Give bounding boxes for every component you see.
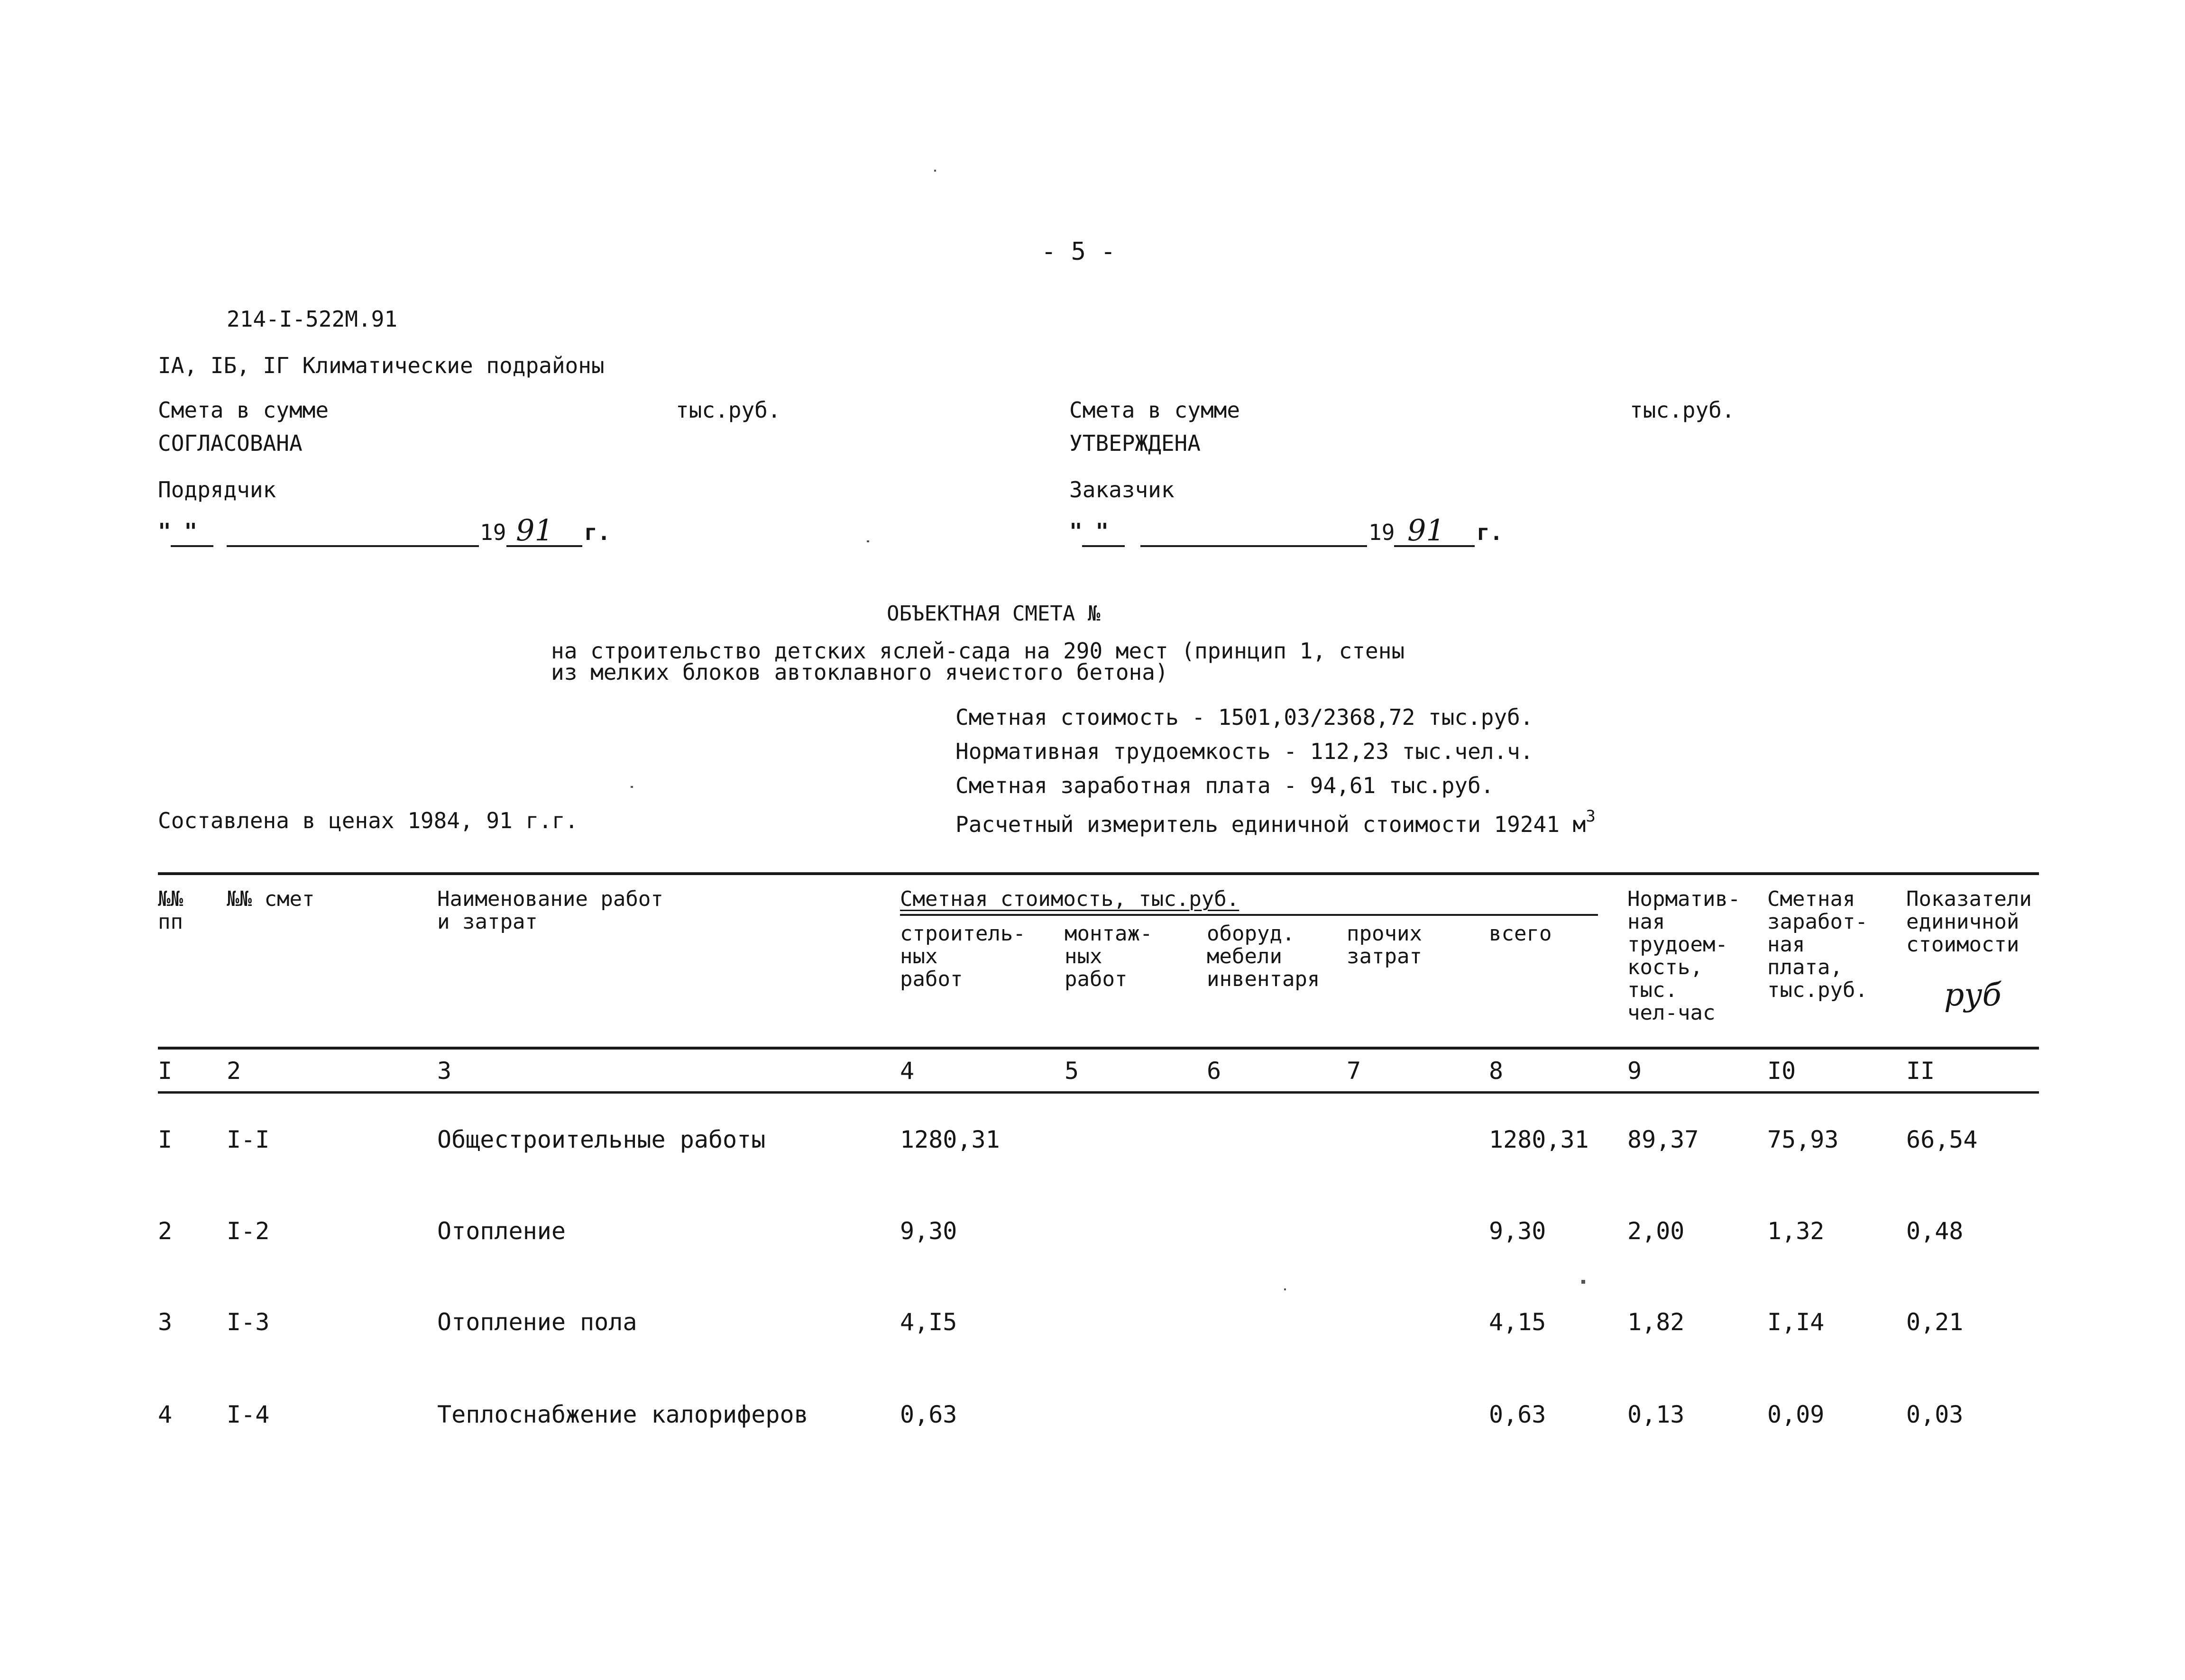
header-wages: Сметная заработ- ная плата, тыс.руб. — [1767, 887, 1868, 1002]
right-year-prefix: 19 — [1368, 520, 1395, 545]
page-number: - 5 - — [1041, 237, 1116, 266]
row-wages: 0,09 — [1767, 1401, 1825, 1428]
row-name: Общестроительные работы — [437, 1126, 766, 1153]
row-estimate: I-2 — [227, 1217, 270, 1245]
row-total: 1280,31 — [1489, 1126, 1589, 1153]
header-labor: Норматив- ная трудоем- кость, тыс. чел-час — [1627, 887, 1741, 1025]
left-status: СОГЛАСОВАНА — [158, 430, 303, 456]
row-unit: 66,54 — [1906, 1126, 1978, 1153]
colnum-9: 9 — [1627, 1057, 1642, 1085]
left-day-blank — [171, 545, 213, 547]
row-name: Отопление — [437, 1217, 566, 1245]
header-estimate-number: №№ смет — [227, 887, 315, 911]
left-sum-unit: тыс.руб. — [676, 397, 781, 423]
estimate-title-line-1: на строительство детских яслей-сада на 290 мест (принцип 1, стены — [551, 638, 1405, 664]
header-installation: монтаж- ных работ — [1065, 922, 1153, 991]
scan-speck — [934, 170, 936, 172]
summary-unit-meter-text: Расчетный измеритель единичной стоимости 19241 м — [955, 812, 1586, 837]
summary-cost: Сметная стоимость - 1501,03/2368,72 тыс.руб. — [955, 704, 1533, 730]
row-number: 2 — [158, 1217, 173, 1245]
scan-speck — [1284, 1288, 1286, 1290]
left-party: Подрядчик — [158, 477, 276, 502]
row-wages: 1,32 — [1767, 1217, 1825, 1245]
header-row-number: №№ пп — [158, 887, 183, 934]
climate-subregions: IА, IБ, IГ Климатические подрайоны — [158, 353, 605, 378]
colnum-bottom-rule — [158, 1091, 2039, 1094]
row-total: 4,15 — [1489, 1308, 1546, 1336]
row-unit: 0,21 — [1906, 1308, 1964, 1336]
row-labor: 89,37 — [1627, 1126, 1699, 1153]
header-bottom-rule — [158, 1047, 2039, 1050]
colnum-5: 5 — [1065, 1057, 1079, 1085]
row-wages: 75,93 — [1767, 1126, 1839, 1153]
row-construction: 1280,31 — [900, 1126, 1000, 1153]
colnum-1: I — [158, 1057, 173, 1085]
colnum-4: 4 — [900, 1057, 915, 1085]
estimate-heading: ОБЪЕКТНАЯ СМЕТА № — [887, 602, 1101, 626]
colnum-2: 2 — [227, 1057, 241, 1085]
estimate-title-line-2: из мелких блоков автоклавного ячеистого бетона) — [551, 659, 1168, 685]
scan-speck — [1581, 1280, 1585, 1284]
document-code: 214-I-522М.91 — [227, 306, 398, 332]
header-unit-handwritten: руб — [1944, 977, 2001, 1013]
right-status: УТВЕРЖДЕНА — [1069, 430, 1201, 456]
right-year-blank — [1394, 545, 1475, 547]
row-estimate: I-3 — [227, 1308, 270, 1336]
row-labor: 0,13 — [1627, 1401, 1685, 1428]
scan-speck — [867, 540, 869, 542]
row-number: 3 — [158, 1308, 173, 1336]
colnum-10: I0 — [1767, 1057, 1796, 1085]
colnum-6: 6 — [1207, 1057, 1221, 1085]
table-top-rule — [158, 872, 2039, 875]
header-unit-indicators: Показатели единичной стоимости — [1906, 887, 2032, 957]
right-year-suffix: г. — [1477, 520, 1503, 545]
header-other: прочих затрат — [1347, 922, 1422, 968]
row-labor: 2,00 — [1627, 1217, 1685, 1245]
row-number: I — [158, 1126, 173, 1153]
left-month-blank — [227, 545, 479, 547]
summary-unit-meter-sup: 3 — [1586, 807, 1596, 826]
cost-group-rule — [900, 914, 1598, 916]
scan-speck — [631, 786, 633, 788]
summary-wages: Сметная заработная плата - 94,61 тыс.руб. — [955, 773, 1494, 798]
header-equipment: оборуд. мебели инвентаря — [1207, 922, 1320, 991]
colnum-7: 7 — [1347, 1057, 1361, 1085]
header-work-name: Наименование работ и затрат — [437, 887, 663, 934]
row-wages: I,I4 — [1767, 1308, 1825, 1336]
row-name: Теплоснабжение калориферов — [437, 1401, 808, 1428]
row-estimate: I-4 — [227, 1401, 270, 1428]
row-number: 4 — [158, 1401, 173, 1428]
right-quote-marks: " " — [1069, 519, 1109, 544]
left-year-handwritten: 91 — [516, 513, 553, 548]
colnum-11: II — [1906, 1057, 1935, 1085]
left-sum-label: Смета в сумме — [158, 397, 329, 423]
summary-unit-meter — [955, 808, 1596, 835]
row-construction: 4,I5 — [900, 1308, 957, 1336]
left-year-prefix: 19 — [480, 520, 506, 545]
colnum-3: 3 — [437, 1057, 452, 1085]
right-year-handwritten: 91 — [1407, 513, 1445, 548]
row-name: Отопление пола — [437, 1308, 637, 1336]
colnum-8: 8 — [1489, 1057, 1504, 1085]
summary-labor: Нормативная трудоемкость - 112,23 тыс.чел.ч. — [955, 739, 1533, 764]
header-cost-group: Сметная стоимость, тыс.руб. — [900, 887, 1239, 911]
right-day-blank — [1082, 545, 1125, 547]
row-construction: 0,63 — [900, 1401, 957, 1428]
header-construction: строитель- ных работ — [900, 922, 1026, 991]
row-total: 0,63 — [1489, 1401, 1546, 1428]
right-month-blank — [1140, 545, 1367, 547]
row-labor: 1,82 — [1627, 1308, 1685, 1336]
row-construction: 9,30 — [900, 1217, 957, 1245]
right-sum-unit: тыс.руб. — [1630, 397, 1735, 423]
row-estimate: I-I — [227, 1126, 270, 1153]
row-total: 9,30 — [1489, 1217, 1546, 1245]
row-unit: 0,03 — [1906, 1401, 1964, 1428]
left-quote-marks: " " — [158, 519, 198, 544]
left-year-blank — [506, 545, 582, 547]
left-year-suffix: г. — [584, 520, 611, 545]
prices-note: Составлена в ценах 1984, 91 г.г. — [158, 808, 578, 833]
header-total: всего — [1489, 922, 1552, 946]
row-unit: 0,48 — [1906, 1217, 1964, 1245]
right-sum-label: Смета в сумме — [1069, 397, 1240, 423]
right-party: Заказчик — [1069, 477, 1175, 502]
